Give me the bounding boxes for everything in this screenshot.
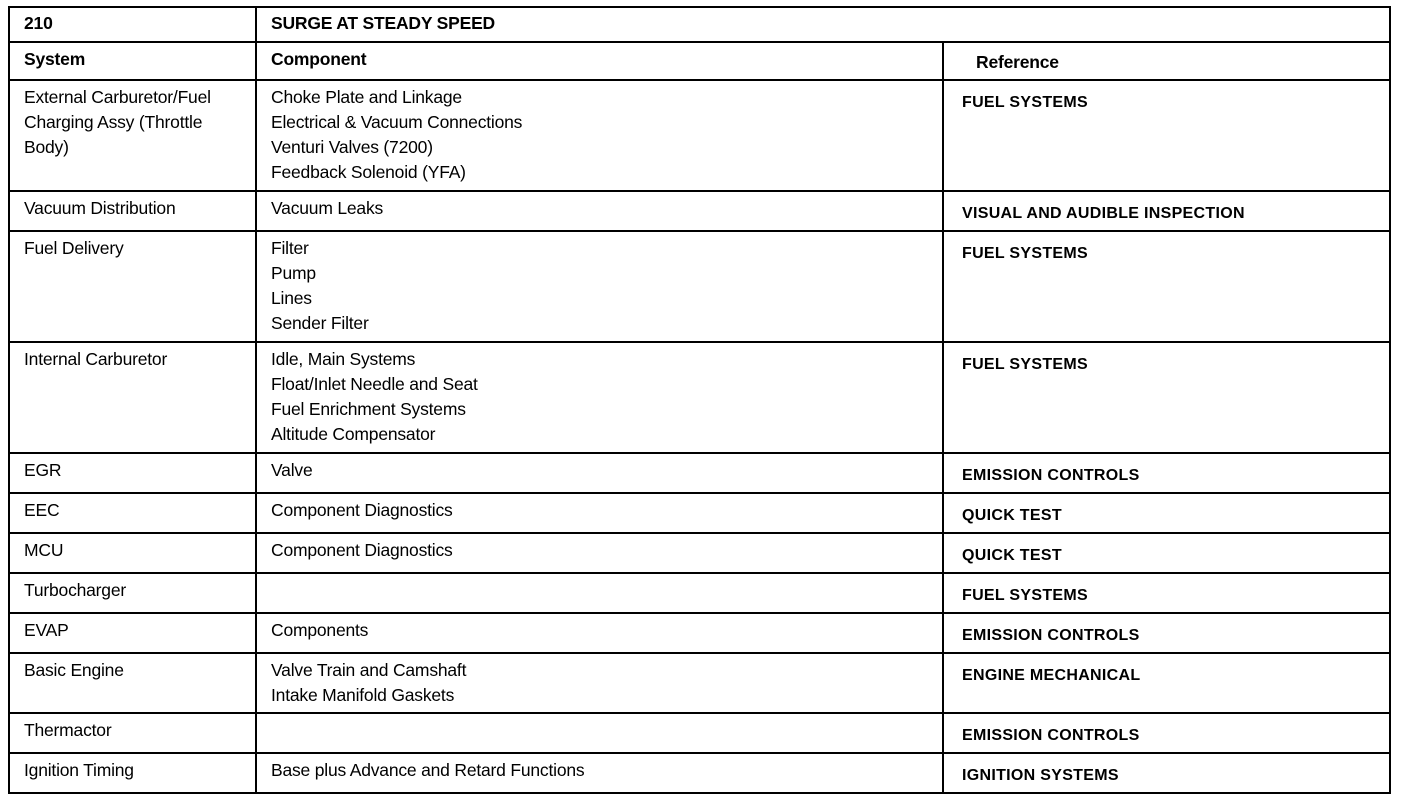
component-item: Idle, Main Systems <box>271 349 416 369</box>
component-item: Venturi Valves (7200) <box>271 137 433 157</box>
component-item: Altitude Compensator <box>271 424 436 444</box>
component-item: Float/Inlet Needle and Seat <box>271 374 478 394</box>
component-item: Valve <box>271 460 313 480</box>
component-item: Component Diagnostics <box>271 500 453 520</box>
table-row <box>9 493 1390 533</box>
component-cell <box>256 231 943 342</box>
table-row <box>9 453 1390 493</box>
system-cell: External Carburetor/Fuel Charging Assy (Throttle Body) <box>9 80 256 191</box>
diagnostic-table <box>8 6 1391 794</box>
component-cell <box>256 191 943 231</box>
component-cell <box>256 653 943 713</box>
system-cell: EGR <box>9 453 256 493</box>
reference-cell: VISUAL AND AUDIBLE INSPECTION <box>943 191 1390 231</box>
table-row <box>9 573 1390 613</box>
table-row <box>9 753 1390 793</box>
system-cell: MCU <box>9 533 256 573</box>
component-item: Component Diagnostics <box>271 540 453 560</box>
table-row <box>9 713 1390 753</box>
table-row <box>9 653 1390 713</box>
reference-cell: QUICK TEST <box>943 533 1390 573</box>
table-row <box>9 342 1390 453</box>
component-cell <box>256 573 943 613</box>
component-item: Lines <box>271 288 312 308</box>
system-cell: EEC <box>9 493 256 533</box>
component-item: Valve Train and Camshaft <box>271 660 467 680</box>
system-cell: Turbocharger <box>9 573 256 613</box>
component-item: Feedback Solenoid (YFA) <box>271 162 466 182</box>
reference-cell: IGNITION SYSTEMS <box>943 753 1390 793</box>
reference-cell: FUEL SYSTEMS <box>943 80 1390 191</box>
component-cell <box>256 753 943 793</box>
table-row <box>9 533 1390 573</box>
component-item: Intake Manifold Gaskets <box>271 685 455 705</box>
component-item: Sender Filter <box>271 313 369 333</box>
column-header-row <box>9 42 1390 80</box>
table-row <box>9 231 1390 342</box>
system-cell: Fuel Delivery <box>9 231 256 342</box>
component-item: Choke Plate and Linkage <box>271 87 462 107</box>
component-cell <box>256 453 943 493</box>
column-header-system: System <box>9 42 256 80</box>
component-item: Electrical & Vacuum Connections <box>271 112 523 132</box>
table-row <box>9 613 1390 653</box>
component-item: Base plus Advance and Retard Functions <box>271 760 585 780</box>
table-row <box>9 80 1390 191</box>
reference-cell: FUEL SYSTEMS <box>943 342 1390 453</box>
reference-cell: EMISSION CONTROLS <box>943 713 1390 753</box>
reference-cell: EMISSION CONTROLS <box>943 613 1390 653</box>
component-item: Vacuum Leaks <box>271 198 384 218</box>
test-code: 210 <box>9 7 256 42</box>
reference-cell: QUICK TEST <box>943 493 1390 533</box>
column-header-reference: Reference <box>943 42 1390 80</box>
component-cell <box>256 493 943 533</box>
column-header-component: Component <box>256 42 943 80</box>
table-title-row <box>9 7 1390 42</box>
component-cell <box>256 342 943 453</box>
component-item: Pump <box>271 263 316 283</box>
system-cell: Ignition Timing <box>9 753 256 793</box>
reference-cell: EMISSION CONTROLS <box>943 453 1390 493</box>
component-cell <box>256 713 943 753</box>
reference-cell: FUEL SYSTEMS <box>943 573 1390 613</box>
component-cell <box>256 80 943 191</box>
system-cell: EVAP <box>9 613 256 653</box>
system-cell: Vacuum Distribution <box>9 191 256 231</box>
component-item: Filter <box>271 238 309 258</box>
component-item: Components <box>271 620 369 640</box>
component-cell <box>256 533 943 573</box>
component-item: Fuel Enrichment Systems <box>271 399 466 419</box>
component-cell <box>256 613 943 653</box>
reference-cell: FUEL SYSTEMS <box>943 231 1390 342</box>
system-cell: Internal Carburetor <box>9 342 256 453</box>
reference-cell: ENGINE MECHANICAL <box>943 653 1390 713</box>
system-cell: Thermactor <box>9 713 256 753</box>
system-cell: Basic Engine <box>9 653 256 713</box>
table-row <box>9 191 1390 231</box>
table-title: SURGE AT STEADY SPEED <box>256 7 1390 42</box>
